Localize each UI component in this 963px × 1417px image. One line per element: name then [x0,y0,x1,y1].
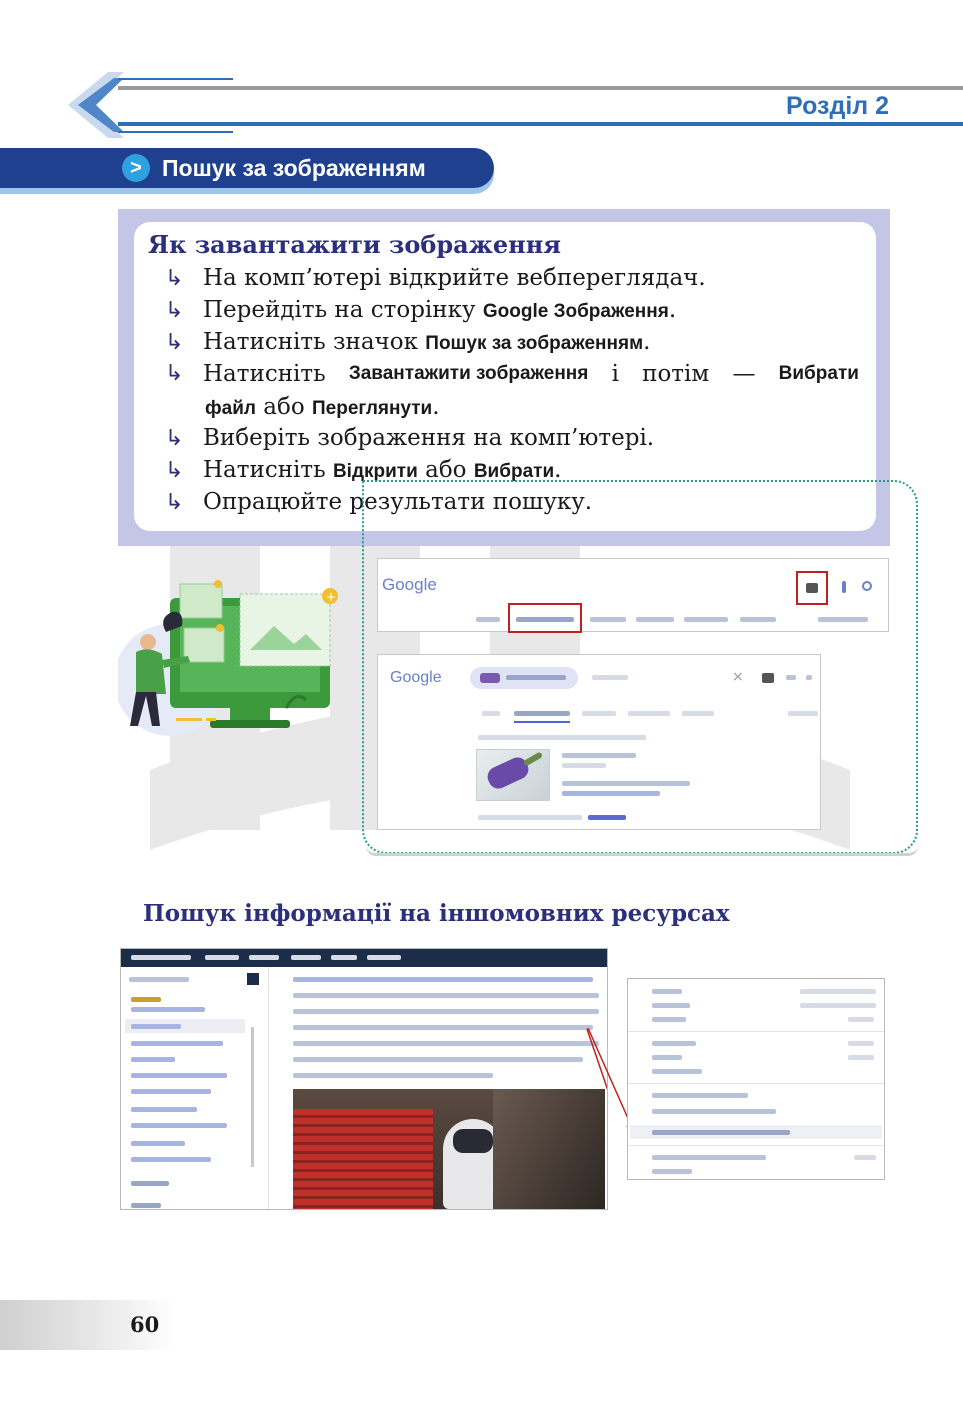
microphone-icon [842,581,846,593]
instruction-step-continuation: файл або Переглянути. [205,394,440,420]
header-rule-bottom [118,122,963,126]
arrow-icon: ↳ [165,330,184,355]
camera-icon [806,583,818,593]
instruction-step: ↳ На комп’ютері відкрийте вебпереглядач. [165,262,706,295]
close-icon: × [732,669,744,685]
instruction-step: ↳ Натисніть значок Пошук за зображенням. [165,326,650,360]
arrow-icon: ↳ [165,298,184,323]
arrow-icon: ↳ [165,266,184,291]
result-thumbnail [476,749,550,801]
query-thumbnail [480,673,500,683]
instruction-title: Як завантажити зображення [148,230,562,259]
google-logo: Google [382,575,437,594]
header-rule-thin-2 [118,131,233,133]
google-images-screenshot [377,558,889,632]
arrow-icon: ↳ [165,458,184,483]
wikipedia-screenshot [120,948,608,1210]
arrow-icon: ↳ [165,426,184,451]
chapter-label: Розділ 2 [786,92,889,120]
chevron-right-icon: > [122,154,150,182]
instruction-step: ↳ Натисніть Завантажити зображення і потім — Вибрати [165,358,865,390]
header-rule-top [118,86,963,90]
search-icon [862,581,872,591]
instruction-step: ↳ Перейдіть на сторінку Google Зображення. [165,294,676,328]
active-tab-underline [514,721,570,723]
header-rule-thin-1 [118,78,233,80]
screenshot-frame-shadow [366,846,918,856]
section-title: Пошук за зображенням [162,155,426,181]
pointer-arrow [121,949,608,1210]
instruction-step: ↳ Натисніть Відкрити або Вибрати. [165,454,561,488]
camera-icon [762,673,774,683]
google-results-screenshot [377,654,821,830]
svg-text:+: + [326,590,337,604]
page-number: 60 [130,1312,160,1337]
instruction-step: ↳ Виберіть зображення на комп’ютері. [165,422,654,455]
subheading: Пошук інформації на іншомовних ресурсах [143,900,730,927]
google-logo: Google [390,669,442,686]
instruction-step: ↳ Опрацюйте результати пошуку. [165,486,592,519]
arrow-icon: ↳ [165,490,184,515]
context-menu-screenshot [627,978,885,1180]
arrow-icon: ↳ [165,361,184,386]
person-computer-illustration [118,570,348,740]
